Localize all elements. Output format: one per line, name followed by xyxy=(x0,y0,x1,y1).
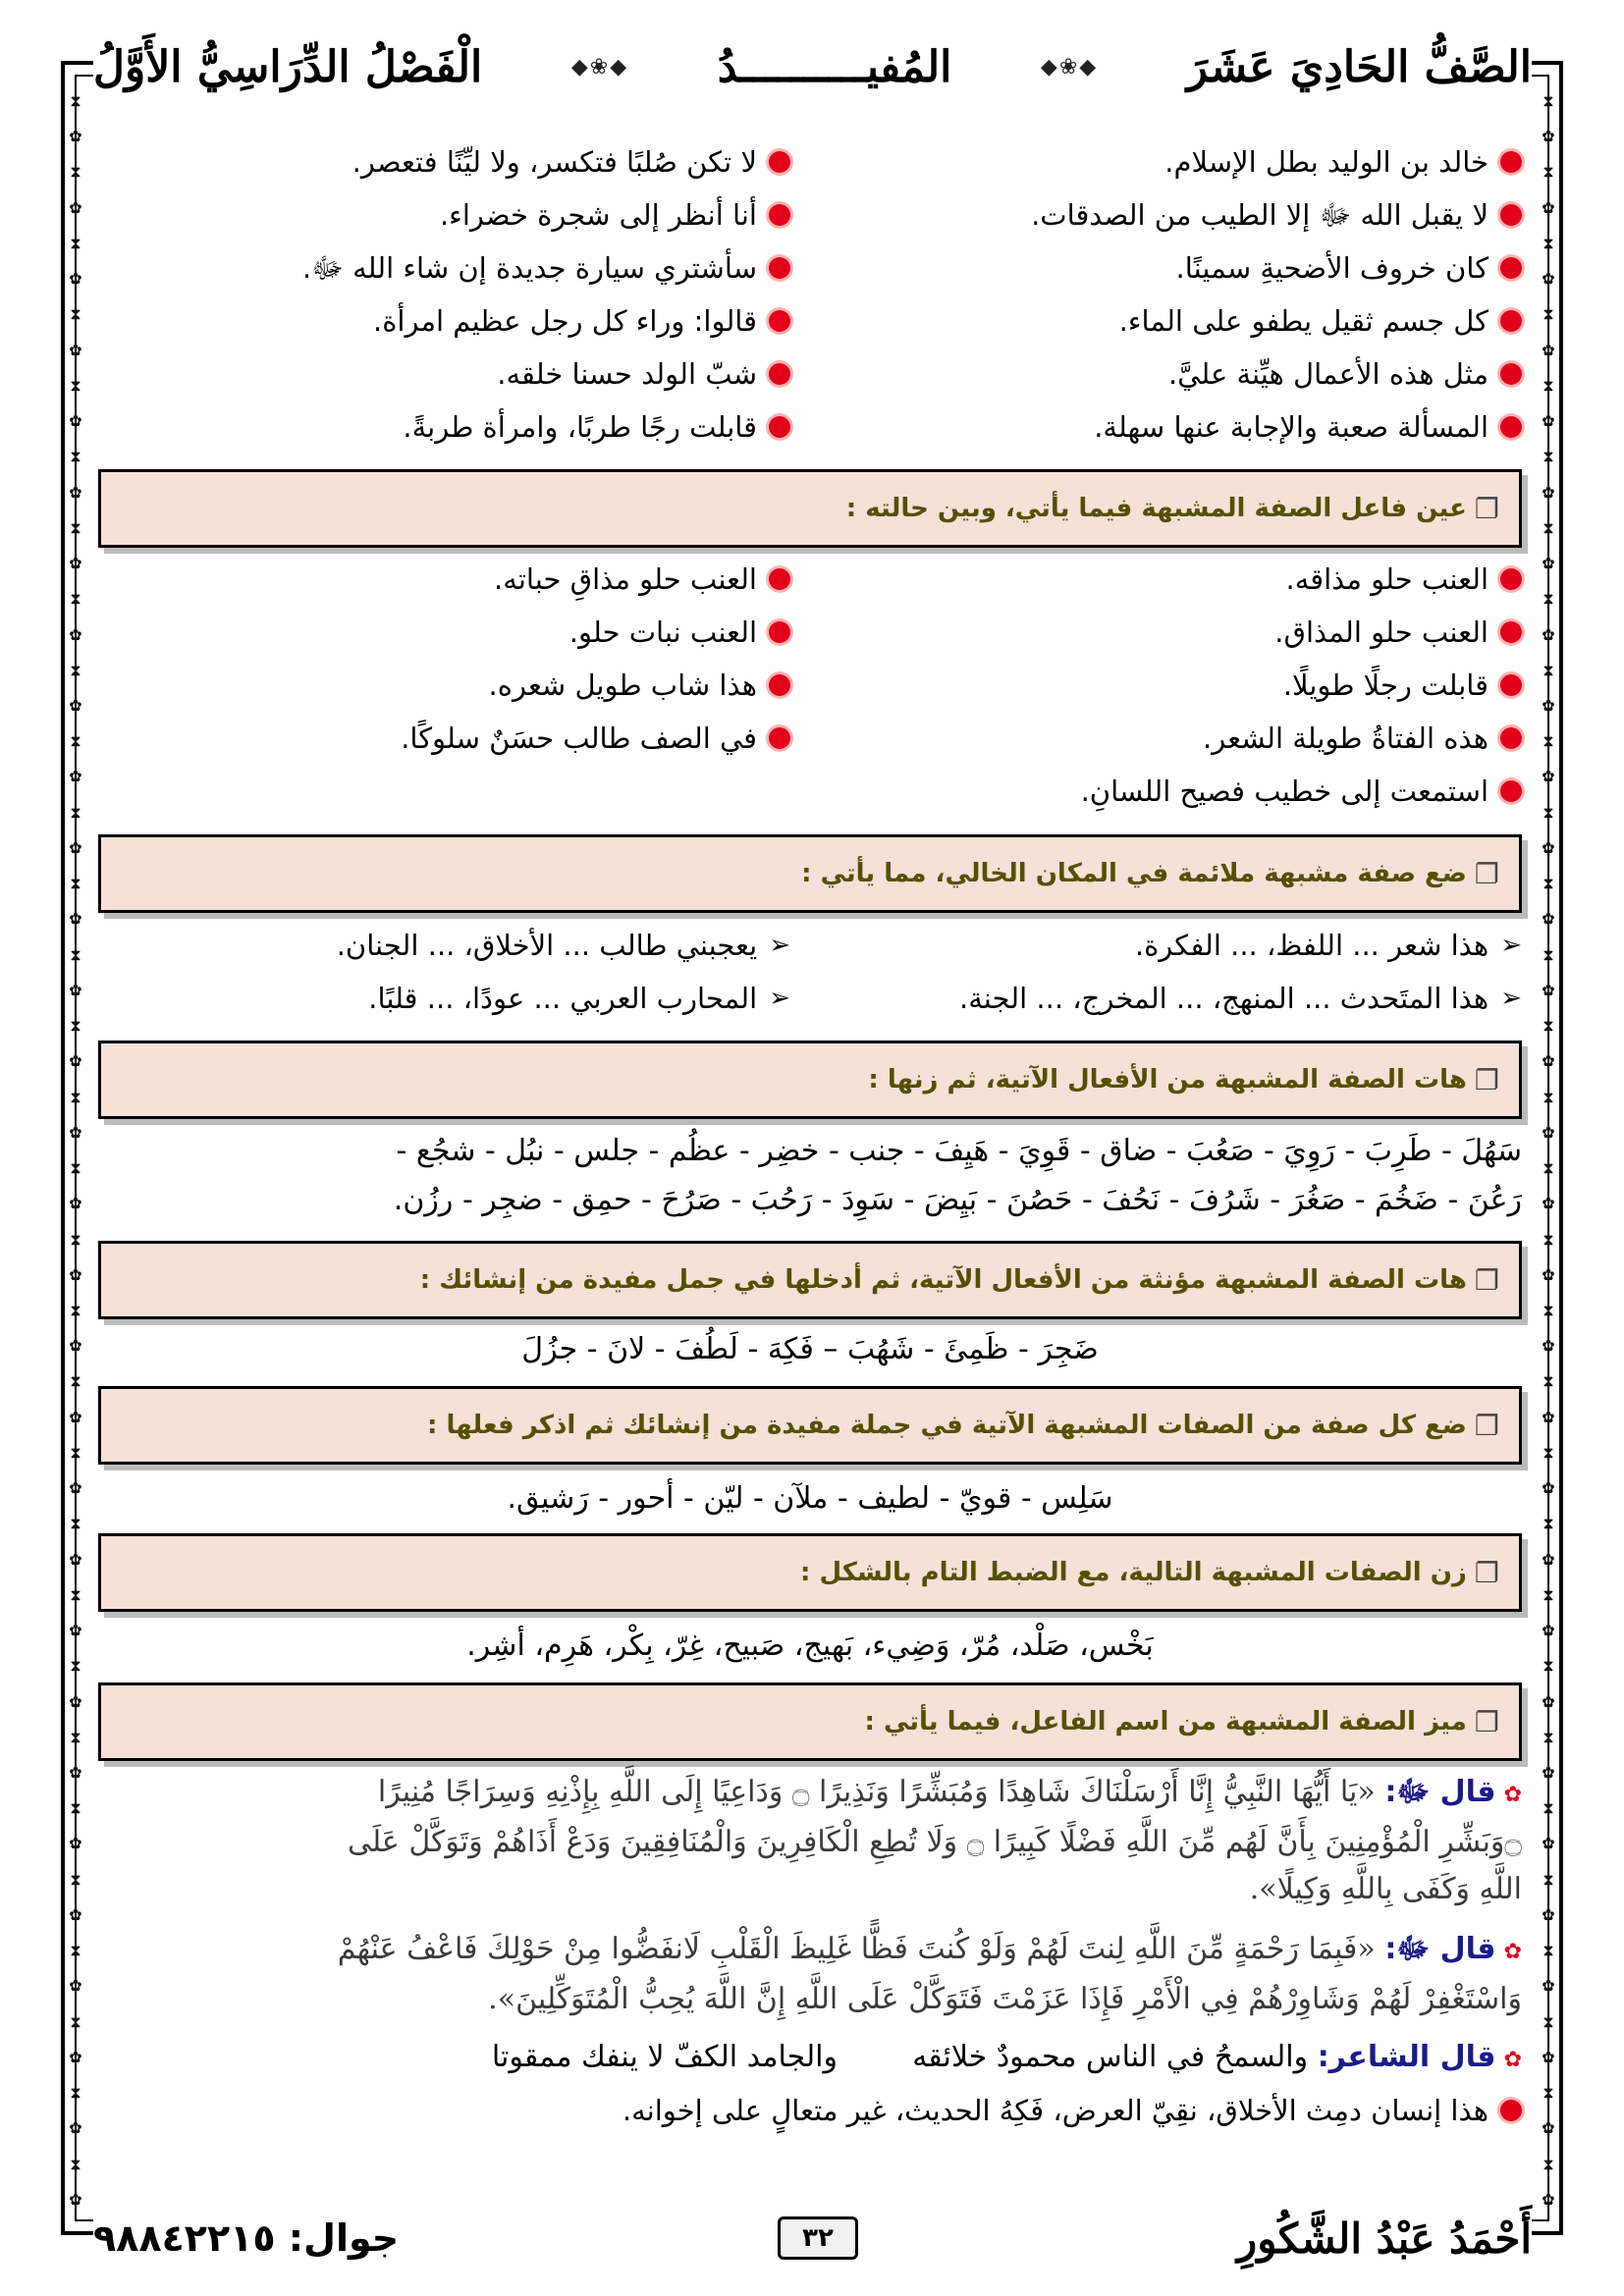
border-ornament-right xyxy=(1538,90,1559,2211)
copy-icon: ❐ xyxy=(1474,492,1499,525)
border-ornament-icon: ⧗ xyxy=(70,233,81,252)
question-title: زن الصفات المشبهة التالية، مع الضبط التام بالشكل : xyxy=(800,1558,1467,1587)
copy-icon: ❐ xyxy=(1474,1409,1499,1442)
list-item: كان خروف الأضحيةِ سمينًا. xyxy=(830,243,1522,293)
border-ornament-icon: ⧗ xyxy=(70,1941,81,1960)
border-ornament-icon: ⧗ xyxy=(70,1656,81,1676)
red-bullet-icon xyxy=(769,257,790,279)
border-ornament-icon: ⧗ xyxy=(1543,1371,1554,1391)
copy-icon: ❐ xyxy=(1474,1705,1499,1738)
page-header xyxy=(93,27,1532,106)
border-ornament-icon: ⧗ xyxy=(1543,517,1554,537)
list-item: ➢ هذا المتَحدث ... المنهج، ... المخرج، ... الجنة. xyxy=(830,974,1522,1023)
question-box-6 xyxy=(98,1533,1522,1612)
border-ornament-icon: ⧗ xyxy=(1543,1941,1554,1960)
arrow-bullet-icon: ➢ xyxy=(769,931,790,960)
border-ornament-icon: ✿ xyxy=(1542,2047,1555,2066)
red-bullet-icon xyxy=(1500,151,1522,173)
border-ornament-icon: ✿ xyxy=(1542,1051,1555,1071)
q2-items xyxy=(98,921,1522,1023)
red-bullet-icon xyxy=(1500,568,1522,590)
list-item: هذا شاب طويل شعره. xyxy=(98,661,790,710)
border-ornament-icon: ⧗ xyxy=(1543,2083,1554,2103)
flower-bullet-icon: ✿ xyxy=(1503,1940,1522,1964)
border-ornament-icon: ✿ xyxy=(69,1834,82,1853)
border-ornament-icon: ⧗ xyxy=(70,91,81,110)
border-ornament-icon: ⧗ xyxy=(70,1869,81,1889)
border-ornament-icon: ✿ xyxy=(1542,2189,1555,2209)
page-number: ٣٢ xyxy=(778,2216,858,2260)
list-item: العنب حلو المذاق. xyxy=(830,608,1522,657)
red-bullet-icon xyxy=(769,310,790,332)
list-item: العنب حلو مذاقِ حباته. xyxy=(98,555,790,604)
border-ornament-icon: ⧗ xyxy=(70,1727,81,1746)
list-item: مثل هذه الأعمال هيِّنة عليَّ. xyxy=(830,349,1522,399)
list-item: أنا أنظر إلى شجرة خضراء. xyxy=(98,190,790,240)
red-bullet-icon xyxy=(1500,621,1522,643)
border-ornament-icon: ⧗ xyxy=(1543,1727,1554,1746)
border-ornament-icon: ⧗ xyxy=(70,874,81,893)
border-ornament-icon: ⧗ xyxy=(70,304,81,324)
border-ornament-icon: ✿ xyxy=(1542,767,1555,786)
border-ornament-icon: ✿ xyxy=(69,767,82,786)
red-bullet-icon xyxy=(769,151,790,173)
border-ornament-icon: ✿ xyxy=(1542,127,1555,146)
border-ornament-icon: ⧗ xyxy=(70,589,81,609)
border-ornament-icon: ✿ xyxy=(69,1051,82,1071)
list-item: قالوا: وراء كل رجل عظيم امرأة. xyxy=(98,296,790,346)
red-bullet-icon xyxy=(1500,416,1522,438)
adjectives-line: بَخْس، صَلْد، مُرّ، وَضِيء، بَهيج، صَبيح، غِرّ، بِكْر، هَرِم، أشِر. xyxy=(466,1629,1154,1663)
border-ornament-icon: ⧗ xyxy=(1543,1656,1554,1676)
border-ornament-icon: ✿ xyxy=(1542,1264,1555,1284)
red-bullet-icon xyxy=(1500,204,1522,226)
list-item: في الصف طالب حسَنٌ سلوكًا. xyxy=(98,714,790,763)
header-separator: ◆❀◆ xyxy=(1040,54,1099,80)
border-ornament-icon: ⧗ xyxy=(70,1584,81,1604)
flower-bullet-icon: ✿ xyxy=(1503,1783,1522,1807)
list-item: كل جسم ثقيل يطفو على الماء. xyxy=(830,296,1522,346)
border-ornament-icon: ✿ xyxy=(69,269,82,289)
border-ornament-icon: ✿ xyxy=(69,482,82,502)
border-ornament-icon: ✿ xyxy=(1542,554,1555,573)
border-ornament-icon: ✿ xyxy=(1542,1621,1555,1640)
question-title: هات الصفة المشبهة مؤنثة من الأفعال الآتية، ثم أدخلها في جمل مفيدة من إنشائك : xyxy=(419,1265,1467,1295)
border-ornament-icon: ✿ xyxy=(1542,411,1555,431)
border-ornament-icon: ✿ xyxy=(1542,1763,1555,1783)
border-ornament-icon: ✿ xyxy=(1542,695,1555,715)
border-ornament-icon: ✿ xyxy=(69,695,82,715)
border-ornament-icon: ⧗ xyxy=(70,517,81,537)
red-bullet-icon xyxy=(769,621,790,643)
border-ornament-icon: ✿ xyxy=(1542,624,1555,644)
border-ornament-icon: ⧗ xyxy=(1543,304,1554,324)
border-ornament-icon: ⧗ xyxy=(1543,660,1554,679)
border-ornament-icon: ⧗ xyxy=(1543,1300,1554,1319)
border-ornament-icon: ✿ xyxy=(69,1976,82,1996)
list-item: قابلت رجلًا طويلًا. xyxy=(830,661,1522,710)
verse-block-2: ✿قال ﷻ: «فَبِمَا رَحْمَةٍ مِّنَ اللَّهِ لِنتَ لَهُمْ وَلَوْ كُنتَ فَظًّا غَلِيظَ الْقَلْبِ لَانفَضُّوا مِنْ حَوْلِكَ فَاعْفُ عَنْهُمْ وَاسْتَغْفِرْ لَهُمْ وَشَاوِرْهُمْ فِي الْأَمْرِ فَإِذَا عَزَمْتَ فَتَوَكَّلْ عَلَى اللَّهِ إِنَّ اللَّهَ يُحِبُّ الْمُتَوَكِّلِينَ». xyxy=(98,1926,1522,2023)
question-title: ضع صفة مشبهة ملائمة في المكان الخالي، مما يأتي : xyxy=(801,859,1467,888)
verbs-line-1: سَهُلَ - طَرِبَ - رَوِيَ - صَعُبَ - ضاق - قَوِيَ - هَيِفَ - جنب - خضِر - عظُم - جلس - نبُل - شجُع - xyxy=(396,1134,1522,1168)
list-item: خالد بن الوليد بطل الإسلام. xyxy=(830,137,1522,187)
red-bullet-icon xyxy=(769,204,790,226)
adjectives-line: سَلِس - قويّ - لطيف - ملآن - ليّن - أحور - رَشيق. xyxy=(507,1481,1113,1516)
border-ornament-icon: ⧗ xyxy=(1543,91,1554,110)
question-box-4 xyxy=(98,1241,1522,1319)
border-ornament-icon: ✿ xyxy=(1542,1194,1555,1213)
border-ornament-icon: ✿ xyxy=(1542,909,1555,929)
border-ornament-icon: ✿ xyxy=(1542,1478,1555,1498)
red-bullet-icon xyxy=(769,674,790,696)
border-ornament-icon: ⧗ xyxy=(70,162,81,182)
red-bullet-icon xyxy=(769,727,790,749)
red-bullet-icon xyxy=(1500,2100,1522,2121)
border-ornament-icon: ⧗ xyxy=(1543,375,1554,395)
list-item: ➢ المحارب العربي ... عودًا، ... قلبًا. xyxy=(98,974,790,1023)
border-ornament-icon: ✿ xyxy=(69,1264,82,1284)
question-box-2 xyxy=(98,834,1522,913)
red-bullet-icon xyxy=(769,568,790,590)
border-ornament-icon: ✿ xyxy=(1542,1904,1555,1924)
border-ornament-icon: ⧗ xyxy=(70,447,81,466)
border-ornament-icon: ✿ xyxy=(1542,197,1555,217)
border-ornament-icon: ⧗ xyxy=(1543,1798,1554,1818)
grade-title: الصَّفُّ الحَادِيَ عَشَرَ xyxy=(1186,41,1532,92)
border-ornament-icon: ⧗ xyxy=(1543,1016,1554,1036)
border-ornament-icon: ✿ xyxy=(1542,1336,1555,1356)
border-ornament-icon: ✿ xyxy=(1542,2118,1555,2138)
border-ornament-icon: ✿ xyxy=(69,837,82,857)
border-ornament-icon: ⧗ xyxy=(1543,1584,1554,1604)
border-ornament-icon: ⧗ xyxy=(1543,1158,1554,1178)
border-ornament-icon: ⧗ xyxy=(1543,447,1554,466)
border-ornament-icon: ⧗ xyxy=(1543,944,1554,964)
border-ornament-icon: ✿ xyxy=(69,909,82,929)
verbs-line: ضَجِرَ - ظَمِئَ - شَهُبَ – فَكِهَ - لَطُفَ - لانَ - جزُلَ xyxy=(521,1332,1099,1366)
arrow-bullet-icon: ➢ xyxy=(1500,984,1522,1013)
arrow-bullet-icon: ➢ xyxy=(1500,931,1522,960)
border-ornament-icon: ⧗ xyxy=(70,660,81,679)
border-ornament-icon: ✿ xyxy=(69,197,82,217)
border-ornament-icon: ⧗ xyxy=(70,2011,81,2031)
border-ornament-icon: ⧗ xyxy=(1543,233,1554,252)
copy-icon: ❐ xyxy=(1474,1263,1499,1297)
border-ornament-icon: ⧗ xyxy=(70,1798,81,1818)
border-ornament-icon: ✿ xyxy=(69,1336,82,1356)
border-ornament-icon: ✿ xyxy=(69,624,82,644)
border-ornament-icon: ✿ xyxy=(69,2189,82,2209)
border-ornament-icon: ✿ xyxy=(1542,269,1555,289)
question-title: ضع كل صفة من الصفات المشبهة الآتية في جملة مفيدة من إنشائك ثم اذكر فعلها : xyxy=(427,1411,1467,1440)
question-title: عين فاعل الصفة المشبهة فيما يأتي، وبين حالته : xyxy=(845,494,1467,523)
border-ornament-icon: ✿ xyxy=(69,1904,82,1924)
border-ornament-left xyxy=(65,90,86,2211)
question-title: ميز الصفة المشبهة من اسم الفاعل، فيما يأتي : xyxy=(864,1707,1467,1736)
border-ornament-icon: ⧗ xyxy=(1543,589,1554,609)
border-ornament-icon: ✿ xyxy=(69,127,82,146)
border-ornament-icon: ⧗ xyxy=(70,731,81,751)
border-ornament-icon: ✿ xyxy=(69,1478,82,1498)
border-ornament-icon: ⧗ xyxy=(1543,1514,1554,1533)
border-ornament-icon: ⧗ xyxy=(70,2083,81,2103)
question-box-5 xyxy=(98,1386,1522,1465)
list-item: ➢ يعجبني طالب ... الأخلاق، ... الجنان. xyxy=(98,921,790,970)
list-item: العنب نبات حلو. xyxy=(98,608,790,657)
list-item: استمعت إلى خطيب فصيح اللسانِ. xyxy=(830,767,1522,816)
border-ornament-icon: ✿ xyxy=(1542,1122,1555,1142)
border-ornament-icon: ⧗ xyxy=(1543,1229,1554,1249)
border-ornament-icon: ⧗ xyxy=(70,2154,81,2173)
phone-number: جوال: ٩٨٨٤٢٢١٥ xyxy=(93,2216,400,2260)
border-ornament-icon: ✿ xyxy=(69,980,82,999)
q1-items xyxy=(98,555,1522,816)
list-item: المسألة صعبة والإجابة عنها سهلة. xyxy=(830,402,1522,452)
border-ornament-icon: ⧗ xyxy=(1543,874,1554,893)
border-ornament-icon: ⧗ xyxy=(1543,1087,1554,1106)
list-item: سأشتري سيارة جديدة إن شاء الله ﷻ. xyxy=(98,243,790,293)
border-ornament-icon: ⧗ xyxy=(1543,1869,1554,1889)
border-ornament-icon: ⧗ xyxy=(70,1442,81,1462)
list-item: شبّ الولد حسنا خلقه. xyxy=(98,349,790,399)
border-ornament-icon: ⧗ xyxy=(1543,731,1554,751)
border-ornament-icon: ✿ xyxy=(1542,837,1555,857)
page-footer xyxy=(93,2199,1532,2277)
top-items-grid xyxy=(98,137,1522,452)
border-ornament-icon: ✿ xyxy=(1542,1549,1555,1569)
border-ornament-icon: ✿ xyxy=(69,1763,82,1783)
list-item: ➢ هذا شعر ... اللفظ، ... الفكرة. xyxy=(830,921,1522,970)
border-ornament-icon: ⧗ xyxy=(1543,2011,1554,2031)
border-ornament-icon: ⧗ xyxy=(70,802,81,822)
border-ornament-icon: ✿ xyxy=(69,1194,82,1213)
border-ornament-icon: ✿ xyxy=(69,2118,82,2138)
term-title: الْفَصْلُ الدِّرَاسِيُّ الأَوَّلُ xyxy=(93,41,483,92)
border-ornament-icon: ⧗ xyxy=(70,375,81,395)
border-ornament-icon: ✿ xyxy=(1542,980,1555,999)
copy-icon: ❐ xyxy=(1474,1556,1499,1589)
copy-icon: ❐ xyxy=(1474,1063,1499,1096)
border-ornament-icon: ⧗ xyxy=(70,1087,81,1106)
list-item: لا تكن صُلبًا فتكسر، ولا ليِّنًا فتعصر. xyxy=(98,137,790,187)
red-bullet-icon xyxy=(1500,780,1522,802)
flower-bullet-icon: ✿ xyxy=(1503,2048,1522,2072)
border-ornament-icon: ⧗ xyxy=(70,1158,81,1178)
list-item: هذه الفتاةُ طويلة الشعر. xyxy=(830,714,1522,763)
border-ornament-icon: ✿ xyxy=(1542,1407,1555,1426)
poet-line: ✿قال الشاعر: والسمحُ في الناس محمودٌ خلائقه والجامد الكفّ لا ينفك ممقوتا xyxy=(98,2034,1522,2084)
border-ornament-icon: ✿ xyxy=(69,1621,82,1640)
red-bullet-icon xyxy=(1500,257,1522,279)
border-ornament-icon: ✿ xyxy=(69,340,82,359)
arrow-bullet-icon: ➢ xyxy=(769,984,790,1013)
border-ornament-icon: ✿ xyxy=(69,411,82,431)
question-box-7 xyxy=(98,1682,1522,1761)
list-item: العنب حلو مذاقه. xyxy=(830,555,1522,604)
red-bullet-icon xyxy=(1500,310,1522,332)
border-ornament-icon: ✿ xyxy=(1542,1691,1555,1711)
author-name: أَحْمَدُ عَبْدُ الشَّكُورِ xyxy=(1236,2214,1532,2263)
border-ornament-icon: ✿ xyxy=(69,1691,82,1711)
border-ornament-icon: ✿ xyxy=(1542,482,1555,502)
header-separator: ◆❀◆ xyxy=(570,54,629,80)
question-box-3 xyxy=(98,1041,1522,1119)
border-ornament-icon: ⧗ xyxy=(1543,1442,1554,1462)
border-ornament-icon: ⧗ xyxy=(70,1514,81,1533)
book-title: المُفيــــــــــدُ xyxy=(717,41,952,92)
border-ornament-icon: ⧗ xyxy=(70,1229,81,1249)
border-ornament-icon: ✿ xyxy=(1542,1976,1555,1996)
verse-block-1: ✿قال ﷻ: «يَا أَيُّهَا النَّبِيُّ إِنَّا أَرْسَلْنَاكَ شَاهِدًا وَمُبَشِّرًا وَنَذِيرًا ۝ وَدَاعِيًا إِلَى اللَّهِ بِإِذْنِهِ وَسِرَاجًا مُنِيرًا ۝وَبَشِّرِ الْمُؤْمِنِينَ بِأَنَّ لَهُم مِّنَ اللَّهِ فَضْلًا كَبِيرًا ۝ وَلَا تُطِعِ الْكَافِرِينَ وَالْمُنَافِقِينَ وَدَعْ أَذَاهُمْ وَتَوَكَّلْ عَلَى اللَّهِ وَكَفَى بِاللَّهِ وَكِيلًا». xyxy=(98,1769,1522,1913)
border-ornament-icon: ✿ xyxy=(1542,1834,1555,1853)
question-title: هات الصفة المشبهة من الأفعال الآتية، ثم زنها : xyxy=(868,1065,1467,1095)
red-bullet-icon xyxy=(1500,674,1522,696)
border-ornament-icon: ✿ xyxy=(69,1122,82,1142)
border-ornament-icon: ⧗ xyxy=(70,944,81,964)
border-ornament-icon: ⧗ xyxy=(1543,802,1554,822)
copy-icon: ❐ xyxy=(1474,857,1499,890)
border-ornament-icon: ✿ xyxy=(69,1407,82,1426)
red-bullet-icon xyxy=(769,363,790,385)
border-ornament-icon: ⧗ xyxy=(1543,162,1554,182)
list-item: قابلت رجًا طربًا، وامرأة طربةً. xyxy=(98,402,790,452)
red-bullet-icon xyxy=(769,416,790,438)
red-bullet-icon xyxy=(1500,727,1522,749)
border-ornament-icon: ⧗ xyxy=(1543,2154,1554,2173)
border-ornament-icon: ⧗ xyxy=(70,1371,81,1391)
last-sentence: هذا إنسان دمِث الأخلاق، نقِيّ العرض، فَكِهُ الحديث، غير متعالٍ على إخوانه. xyxy=(98,2086,1522,2135)
question-box-1 xyxy=(98,469,1522,548)
border-ornament-icon: ✿ xyxy=(69,2047,82,2066)
border-ornament-icon: ✿ xyxy=(69,1549,82,1569)
border-ornament-icon: ⧗ xyxy=(70,1016,81,1036)
border-ornament-icon: ✿ xyxy=(69,554,82,573)
border-ornament-icon: ✿ xyxy=(1542,340,1555,359)
border-ornament-icon: ⧗ xyxy=(70,1300,81,1319)
red-bullet-icon xyxy=(1500,363,1522,385)
list-item: لا يقبل الله ﷻ إلا الطيب من الصدقات. xyxy=(830,190,1522,240)
verbs-line-2: رَعُنَ - ضَخُمَ - صَغُرَ - شَرُفَ - نَحُفَ - حَصُنَ - بَيِضَ - سَوِدَ - رَحُبَ - صَرُحَ - حمِق - ضجِر - رزُن. xyxy=(393,1183,1522,1217)
